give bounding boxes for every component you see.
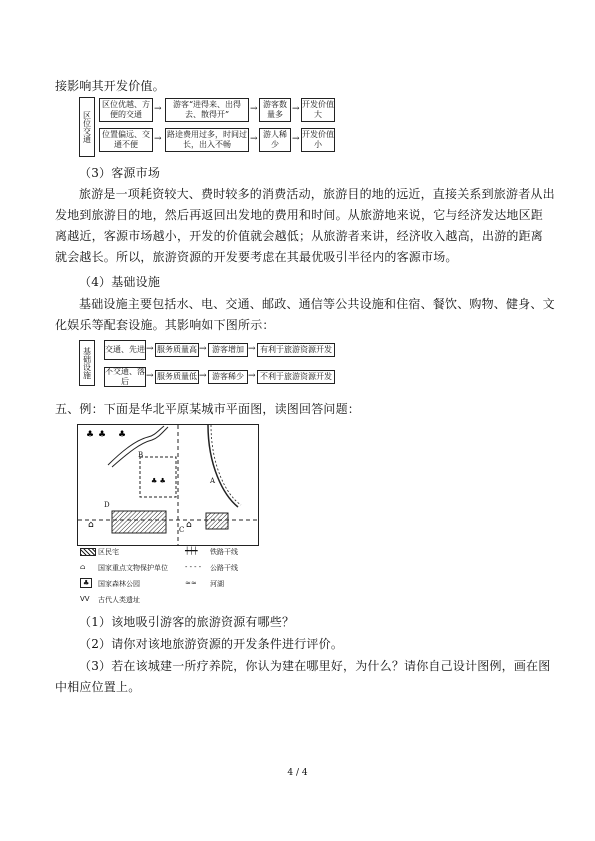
svg-text:♣: ♣ [86,430,95,440]
diagram2-row2-box1: 不交通、落后 [105,367,145,386]
diagram2-row2-box3: 游客稀少 [208,370,248,384]
heritage-legend-icon: ⌂ [80,563,86,571]
diagram1-row1-box3: 游客数量多 [259,98,291,122]
diagram1-row2-box4: 开发价值小 [301,128,335,152]
arrow-icon: → [154,104,162,114]
railway-legend-icon: ┿┿┿ [185,547,198,555]
diagram2-row1-box1: 交通、先进 [104,340,146,360]
diagram2-row1-box2: 服务质量高 [155,343,199,357]
city-map-drawing [78,425,258,545]
arrow-icon: → [292,104,300,114]
arrow-icon: → [199,344,207,354]
map-label-b: B [138,451,144,459]
legend-residential: 区民宅 [98,548,119,556]
diagram1-row2-box1: 位置偏远、交通不便 [99,128,153,152]
section3-text: 旅游是一项耗资较大、费时较多的消费活动，旅游目的地的远近，直接关系到旅游者从出发地到旅游目的地，然后再返回出发地的费用和时间。从旅游地来说，它与经济发达地区距离越近，客源市场越小，开发的价值就会越低；从旅游者来讲，经济收入越高，出游的距离就会越长。所以，旅游资源的开发要考虑在其最优吸引半径内的客源市场。 [55,187,555,264]
question-2: （2）请你对该地旅游资源的开发条件进行评价。 [79,637,344,651]
example-title: 五、例：下面是华北平原某城市平面图，读图回答问题： [55,402,361,416]
diagram1-row1-box2: 游客“进得来、出得去、散得开” [165,98,249,122]
arrow-icon: → [146,371,154,381]
diagram1-row2-box2: 路途费用过多，时间过长，出入不畅 [165,128,249,152]
arrow-icon: → [248,344,256,354]
svg-text:⌂: ⌂ [186,520,192,530]
section3-title: （3）客源市场 [79,166,161,180]
arrow-icon: → [248,371,256,381]
diagram2-row2-box4: 不利于旅游资源开发 [257,370,335,384]
city-map [77,424,259,546]
svg-text:♣: ♣ [98,430,107,440]
diagram2-row2-box2: 服务质量低 [155,370,199,384]
diagram1-row1-box1: 区位优越、方便的交通 [99,98,153,122]
arrow-icon: → [250,134,258,144]
legend-heritage: 国家重点文物保护单位 [98,564,168,572]
map-label-c: C [179,526,185,534]
legend-river: 河湖 [210,580,224,588]
page-number: 4 / 4 [287,768,308,778]
question-3: （3）若在该城建一所疗养院，你认为建在哪里好，为什么？请你自己设计图例，画在图中相应位置上。 [55,659,551,694]
diagram2-row1-box3: 游客增加 [208,343,248,357]
arrow-icon: → [154,134,162,144]
diagram1-label: 区位交通 [79,97,95,157]
diagram2-row1-box4: 有利于旅游资源开发 [257,343,335,357]
residential-legend-icon [80,548,96,556]
arrow-icon: → [292,134,300,144]
svg-text:♣: ♣ [118,430,127,440]
legend-road: 公路干线 [210,564,238,572]
legend-ancient-site: 古代人类遗址 [98,596,140,604]
diagram1-row1-box4: 开发价值大 [301,98,335,122]
legend-railway: 铁路干线 [210,548,238,556]
arrow-icon: → [250,104,258,114]
legend-forest: 国家森林公园 [98,580,140,588]
diagram1-row2-box3: 游人稀少 [259,128,291,152]
question-1: （1）该地吸引游客的旅游资源有哪些？ [79,615,295,629]
section4-title: （4）基础设施 [79,275,161,289]
ancient-site-legend-icon: ᐯᐯ [80,595,90,603]
arrow-icon: → [146,344,154,354]
road-legend-icon: - - - - [185,563,202,571]
svg-text:♣ ♣: ♣ ♣ [151,477,166,485]
river-legend-icon: ≈≈ [185,579,197,587]
arrow-icon: → [199,371,207,381]
section4-text: 基础设施主要包括水、电、交通、邮政、通信等公共设施和住宿、餐饮、购物、健身、文化娱乐等配套设施。其影响如下图所示： [55,297,555,332]
diagram2-label: 基础设施 [79,340,95,386]
map-label-a: A [210,477,216,485]
map-label-d: D [104,501,110,509]
svg-text:⌂: ⌂ [88,520,94,530]
intro-line: 接影响其开发价值。 [55,79,165,93]
forest-legend-icon: ♣ [80,578,92,588]
